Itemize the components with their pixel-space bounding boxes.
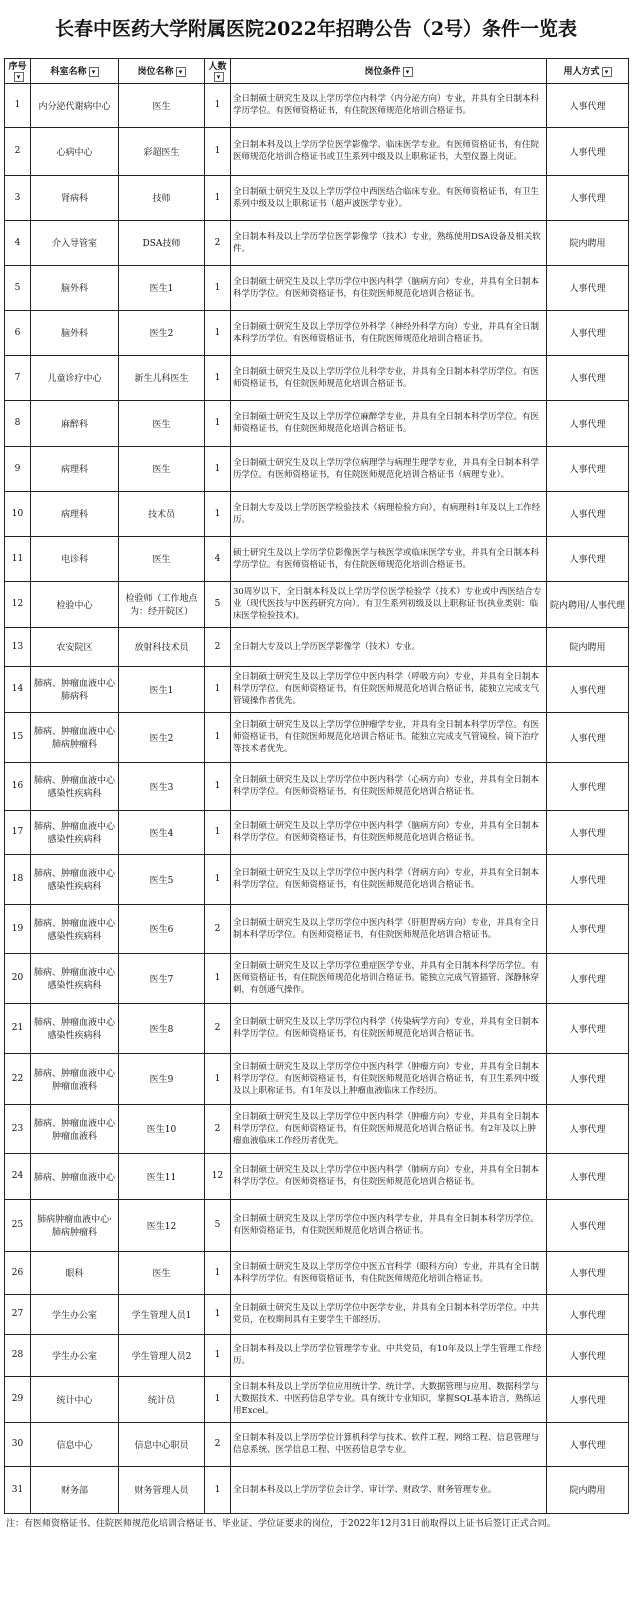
table-row bbox=[5, 762, 629, 810]
table-row bbox=[5, 1466, 629, 1513]
filter-dropdown-icon: ▾ bbox=[403, 67, 413, 77]
post-requirements: 全日制硕士研究生及以上学历学位中医内科学（肿瘤方向）专业，并具有全日制本科学历学位。有医师资格证书，有住院医师规范化培训合格证书，有卫生系列中级及以上职称证书。有1年及以上肿瘤血液临床工作经历。 bbox=[231, 1053, 547, 1104]
table-row bbox=[5, 1199, 629, 1251]
post-name: 医生 bbox=[119, 1251, 205, 1294]
headcount: 1 bbox=[205, 1294, 231, 1334]
employment-mode: 人事代理 bbox=[547, 536, 629, 581]
post-name: 学生管理人员2 bbox=[119, 1334, 205, 1376]
table-row bbox=[5, 581, 629, 627]
employment-mode: 院内聘用 bbox=[547, 1466, 629, 1513]
employment-mode: 人事代理 bbox=[547, 400, 629, 446]
table-row bbox=[5, 400, 629, 446]
post-requirements: 全日制硕士研究生及以上学历学位内科学（内分泌方向）专业，并具有全日制本科学历学位。有医师资格证书，有住院医师规范化培训合格证书。 bbox=[231, 83, 547, 127]
table-row bbox=[5, 1003, 629, 1053]
employment-mode: 人事代理 bbox=[547, 1422, 629, 1466]
table-row bbox=[5, 854, 629, 904]
headcount: 1 bbox=[205, 446, 231, 491]
header-post[interactable]: 岗位名称 ▾ bbox=[119, 59, 205, 84]
post-requirements: 全日制大专及以上学历医学检验技术（病理检验方向），有病理科1年及以上工作经历。 bbox=[231, 491, 547, 536]
row-number: 10 bbox=[5, 491, 31, 536]
headcount: 1 bbox=[205, 265, 231, 310]
table-row bbox=[5, 220, 629, 265]
department-name: 眼科 bbox=[31, 1251, 119, 1294]
table-row bbox=[5, 446, 629, 491]
row-number: 14 bbox=[5, 666, 31, 712]
row-number: 8 bbox=[5, 400, 31, 446]
employment-mode: 人事代理 bbox=[547, 1003, 629, 1053]
table-row bbox=[5, 536, 629, 581]
table-row bbox=[5, 810, 629, 854]
row-number: 21 bbox=[5, 1003, 31, 1053]
row-number: 5 bbox=[5, 265, 31, 310]
table-row bbox=[5, 83, 629, 127]
row-number: 18 bbox=[5, 854, 31, 904]
department-name: 肺病、肿瘤血液中心肿瘤血液科 bbox=[31, 1053, 119, 1104]
filter-dropdown-icon: ▾ bbox=[14, 72, 24, 82]
filter-dropdown-icon: ▾ bbox=[602, 67, 612, 77]
row-number: 17 bbox=[5, 810, 31, 854]
department-name: 肺病、肿瘤血液中心感染性疾病科 bbox=[31, 762, 119, 810]
department-name: 肺病、肿瘤血液中心感染性疾病科 bbox=[31, 953, 119, 1003]
headcount: 5 bbox=[205, 581, 231, 627]
post-requirements: 30周岁以下，全日制本科及以上学历学位医学检验学（技术）专业或中西医结合专业（现代医技与中医药研究方向）。有卫生系列初级及以上职称证书(执业类别：临床医学检验技术)。 bbox=[231, 581, 547, 627]
post-requirements: 硕士研究生及以上学历学位影像医学与核医学或临床医学专业，并具有全日制本科学历学位。有医师资格证书，有住院医师规范化培训合格证书。 bbox=[231, 536, 547, 581]
employment-mode: 人事代理 bbox=[547, 1199, 629, 1251]
post-name: 医生6 bbox=[119, 904, 205, 953]
employment-mode: 人事代理 bbox=[547, 1251, 629, 1294]
post-requirements: 全日制硕士研究生及以上学历学位中医内科学（肾病方向）专业，并具有全日制本科学历学位。有医师资格证书，有住院医师规范化培训合格证书。 bbox=[231, 854, 547, 904]
headcount: 1 bbox=[205, 762, 231, 810]
post-requirements: 全日制硕士研究生及以上学历学位中医内科学（肺病方向）专业，并具有全日制本科学历学位。有医师资格证书，有住院医师规范化培训合格证书。 bbox=[231, 1153, 547, 1199]
headcount: 1 bbox=[205, 127, 231, 175]
department-name: 肺病肿瘤血液中心·肺病肿瘤科 bbox=[31, 1199, 119, 1251]
employment-mode: 人事代理 bbox=[547, 1294, 629, 1334]
post-name: 医生 bbox=[119, 83, 205, 127]
row-number: 25 bbox=[5, 1199, 31, 1251]
row-number: 27 bbox=[5, 1294, 31, 1334]
department-name: 肺病、肿瘤血液中心肺病科 bbox=[31, 666, 119, 712]
filter-dropdown-icon: ▾ bbox=[176, 67, 186, 77]
headcount: 1 bbox=[205, 310, 231, 355]
table-row bbox=[5, 355, 629, 400]
row-number: 23 bbox=[5, 1104, 31, 1153]
headcount: 2 bbox=[205, 1422, 231, 1466]
headcount: 1 bbox=[205, 1376, 231, 1422]
post-requirements: 全日制硕士研究生及以上学历学位重症医学专业，并具有全日制本科学历学位。有医师资格证书，有住院医师规范化培训合格证书。能独立完成气管插管、深静脉穿刺，有创通气操作。 bbox=[231, 953, 547, 1003]
department-name: 肺病、肿瘤血液中心感染性疾病科 bbox=[31, 904, 119, 953]
department-name: 心病中心 bbox=[31, 127, 119, 175]
employment-mode: 人事代理 bbox=[547, 491, 629, 536]
employment-mode: 院内聘用 bbox=[547, 220, 629, 265]
post-name: 信息中心职员 bbox=[119, 1422, 205, 1466]
row-number: 24 bbox=[5, 1153, 31, 1199]
department-name: 农安院区 bbox=[31, 627, 119, 666]
department-name: 肺病、肿瘤血液中心感染性疾病科 bbox=[31, 810, 119, 854]
post-requirements: 全日制硕士研究生及以上学历学位中医内科学（肿瘤方向）专业，并具有全日制本科学历学位。有医师资格证书，有住院医师规范化培训合格证书。有2年及以上肿瘤血液临床工作经历者优先。 bbox=[231, 1104, 547, 1153]
headcount: 1 bbox=[205, 1334, 231, 1376]
employment-mode: 人事代理 bbox=[547, 904, 629, 953]
row-number: 28 bbox=[5, 1334, 31, 1376]
row-number: 3 bbox=[5, 175, 31, 220]
employment-mode: 人事代理 bbox=[547, 953, 629, 1003]
header-no[interactable]: 序号▾ bbox=[5, 59, 31, 84]
post-name: 检验师（工作地点为：经开院区） bbox=[119, 581, 205, 627]
table-row bbox=[5, 127, 629, 175]
post-name: 医生 bbox=[119, 536, 205, 581]
headcount: 1 bbox=[205, 1466, 231, 1513]
header-req[interactable]: 岗位条件 ▾ bbox=[231, 59, 547, 84]
post-requirements: 全日制本科及以上学历学位计算机科学与技术、软件工程、网络工程、信息管理与信息系统、医学信息工程、中医药信息学专业。 bbox=[231, 1422, 547, 1466]
row-number: 9 bbox=[5, 446, 31, 491]
row-number: 1 bbox=[5, 83, 31, 127]
post-requirements: 全日制硕士研究生及以上学历学位中医内科学（心病方向）专业，并具有全日制本科学历学位。有医师资格证书，有住院医师规范化培训合格证书。 bbox=[231, 762, 547, 810]
post-name: DSA技师 bbox=[119, 220, 205, 265]
post-name: 医生2 bbox=[119, 310, 205, 355]
table-row bbox=[5, 265, 629, 310]
post-requirements: 全日制硕士研究生及以上学历学位中医五官科学（眼科方向）专业，并具有全日制本科学历学位。有医师资格证书，有住院医师规范化培训合格证书。 bbox=[231, 1251, 547, 1294]
department-name: 肺病、肿瘤血液中心肿瘤血液科 bbox=[31, 1104, 119, 1153]
post-name: 医生1 bbox=[119, 265, 205, 310]
post-name: 医生8 bbox=[119, 1003, 205, 1053]
headcount: 1 bbox=[205, 854, 231, 904]
table-row bbox=[5, 1294, 629, 1334]
headcount: 1 bbox=[205, 1053, 231, 1104]
department-name: 脑外科 bbox=[31, 310, 119, 355]
department-name: 病理科 bbox=[31, 491, 119, 536]
employment-mode: 人事代理 bbox=[547, 446, 629, 491]
header-mode[interactable]: 用人方式 ▾ bbox=[547, 59, 629, 84]
post-name: 医生12 bbox=[119, 1199, 205, 1251]
post-name: 医生7 bbox=[119, 953, 205, 1003]
department-name: 电诊科 bbox=[31, 536, 119, 581]
post-name: 医生9 bbox=[119, 1053, 205, 1104]
employment-mode: 人事代理 bbox=[547, 1334, 629, 1376]
row-number: 20 bbox=[5, 953, 31, 1003]
headcount: 1 bbox=[205, 666, 231, 712]
department-name: 肺病、肿瘤血液中心 bbox=[31, 1153, 119, 1199]
row-number: 7 bbox=[5, 355, 31, 400]
post-name: 统计员 bbox=[119, 1376, 205, 1422]
employment-mode: 人事代理 bbox=[547, 712, 629, 762]
post-name: 技师 bbox=[119, 175, 205, 220]
post-requirements: 全日制硕士研究生及以上学历学位儿科学专业，并具有全日制本科学历学位。有医师资格证书，有住院医师规范化培训合格证书。 bbox=[231, 355, 547, 400]
post-requirements: 全日制本科及以上学历学位管理学专业。中共党员，有10年及以上学生管理工作经历。 bbox=[231, 1334, 547, 1376]
employment-mode: 人事代理 bbox=[547, 83, 629, 127]
department-name: 肾病科 bbox=[31, 175, 119, 220]
row-number: 15 bbox=[5, 712, 31, 762]
row-number: 11 bbox=[5, 536, 31, 581]
table-row bbox=[5, 1104, 629, 1153]
employment-mode: 人事代理 bbox=[547, 762, 629, 810]
table-body bbox=[5, 83, 629, 1513]
post-requirements: 全日制硕士研究生及以上学历学位中医内科学专业，并具有全日制本科学历学位。有医师资格证书，有住院医师规范化培训合格证书。 bbox=[231, 1199, 547, 1251]
headcount: 2 bbox=[205, 904, 231, 953]
department-name: 检验中心 bbox=[31, 581, 119, 627]
department-name: 介入导管室 bbox=[31, 220, 119, 265]
employment-mode: 人事代理 bbox=[547, 265, 629, 310]
department-name: 统计中心 bbox=[31, 1376, 119, 1422]
post-requirements: 全日制硕士研究生及以上学历学位外科学（神经外科学方向）专业，并具有全日制本科学历学位。有医师资格证书，有住院医师规范化培训合格证书。 bbox=[231, 310, 547, 355]
post-name: 医生3 bbox=[119, 762, 205, 810]
row-number: 19 bbox=[5, 904, 31, 953]
post-requirements: 全日制硕士研究生及以上学历学位麻醉学专业，并具有全日制本科学历学位。有医师资格证书，有住院医师规范化培训合格证书。 bbox=[231, 400, 547, 446]
headcount: 2 bbox=[205, 220, 231, 265]
employment-mode: 人事代理 bbox=[547, 175, 629, 220]
employment-mode: 人事代理 bbox=[547, 1104, 629, 1153]
headcount: 1 bbox=[205, 712, 231, 762]
headcount: 1 bbox=[205, 175, 231, 220]
row-number: 26 bbox=[5, 1251, 31, 1294]
table-row bbox=[5, 712, 629, 762]
table-row bbox=[5, 627, 629, 666]
employment-mode: 人事代理 bbox=[547, 310, 629, 355]
table-row bbox=[5, 953, 629, 1003]
post-requirements: 全日制本科及以上学历学位医学影像学、临床医学专业。有医师资格证书，有住院医师规范化培训合格证书或卫生系列中级及以上职称证书，大型仪器上岗证。 bbox=[231, 127, 547, 175]
department-name: 肺病、肿瘤血液中心肺病肿瘤科 bbox=[31, 712, 119, 762]
post-name: 医生 bbox=[119, 400, 205, 446]
department-name: 学生办公室 bbox=[31, 1334, 119, 1376]
header-num[interactable]: 人数▾ bbox=[205, 59, 231, 84]
employment-mode: 人事代理 bbox=[547, 1053, 629, 1104]
department-name: 病理科 bbox=[31, 446, 119, 491]
employment-mode: 人事代理 bbox=[547, 810, 629, 854]
department-name: 麻醉科 bbox=[31, 400, 119, 446]
row-number: 16 bbox=[5, 762, 31, 810]
department-name: 肺病、肿瘤血液中心感染性疾病科 bbox=[31, 854, 119, 904]
department-name: 脑外科 bbox=[31, 265, 119, 310]
footnote: 注：有医师资格证书、住院医师规范化培训合格证书、毕业证、学位证要求的岗位，于2022年12月31日前取得以上证书后签订正式合同。 bbox=[6, 1518, 556, 1529]
department-name: 财务部 bbox=[31, 1466, 119, 1513]
employment-mode: 院内聘用 bbox=[547, 627, 629, 666]
headcount: 2 bbox=[205, 1104, 231, 1153]
post-requirements: 全日制硕士研究生及以上学历学位病理学与病理生理学专业，并具有全日制本科学历学位。有医师资格证书，有住院医师规范化培训合格证书（病理专业）。 bbox=[231, 446, 547, 491]
row-number: 22 bbox=[5, 1053, 31, 1104]
employment-mode: 院内聘用/人事代理 bbox=[547, 581, 629, 627]
post-requirements: 全日制本科及以上学历学位应用统计学、统计学、大数据管理与应用、数据科学与大数据技术、中医药信息学专业。具有统计专业知识，掌握SQL基本语言，熟练运用Excel。 bbox=[231, 1376, 547, 1422]
post-requirements: 全日制大专及以上学历医学影像学（技术）专业。 bbox=[231, 627, 547, 666]
table-row bbox=[5, 1334, 629, 1376]
table-row bbox=[5, 310, 629, 355]
post-name: 放射科技术员 bbox=[119, 627, 205, 666]
header-dept[interactable]: 科室名称 ▾ bbox=[31, 59, 119, 84]
headcount: 5 bbox=[205, 1199, 231, 1251]
post-requirements: 全日制硕士研究生及以上学历学位中医学专业，并具有全日制本科学历学位。中共党员，在校期间具有主要学生干部经历。 bbox=[231, 1294, 547, 1334]
post-name: 新生儿科医生 bbox=[119, 355, 205, 400]
post-name: 技术员 bbox=[119, 491, 205, 536]
table-header-row bbox=[5, 59, 629, 84]
post-requirements: 全日制本科及以上学历学位医学影像学（技术）专业，熟练使用DSA设备及相关软件。 bbox=[231, 220, 547, 265]
post-requirements: 全日制硕士研究生及以上学历学位中医内科学（呼吸方向）专业，并具有全日制本科学历学位。有医师资格证书，有住院医师规范化培训合格证书，能独立完成支气管镜操作者优先。 bbox=[231, 666, 547, 712]
headcount: 2 bbox=[205, 627, 231, 666]
recruitment-table bbox=[4, 58, 629, 1514]
post-name: 医生4 bbox=[119, 810, 205, 854]
headcount: 1 bbox=[205, 491, 231, 536]
page-title: 长春中医药大学附属医院2022年招聘公告（2号）条件一览表 bbox=[54, 18, 578, 40]
post-requirements: 全日制本科及以上学历学位会计学、审计学、财政学、财务管理专业。 bbox=[231, 1466, 547, 1513]
employment-mode: 人事代理 bbox=[547, 666, 629, 712]
department-name: 儿童诊疗中心 bbox=[31, 355, 119, 400]
post-requirements: 全日制硕士研究生及以上学历学位内科学（传染病学方向）专业，并具有全日制本科学历学位。有医师资格证书，有住院医师规范化培训合格证书。 bbox=[231, 1003, 547, 1053]
row-number: 31 bbox=[5, 1466, 31, 1513]
headcount: 12 bbox=[205, 1153, 231, 1199]
headcount: 4 bbox=[205, 536, 231, 581]
department-name: 信息中心 bbox=[31, 1422, 119, 1466]
table-row bbox=[5, 491, 629, 536]
employment-mode: 人事代理 bbox=[547, 854, 629, 904]
table-row bbox=[5, 1153, 629, 1199]
table-row bbox=[5, 1376, 629, 1422]
row-number: 4 bbox=[5, 220, 31, 265]
headcount: 2 bbox=[205, 1003, 231, 1053]
post-requirements: 全日制硕士研究生及以上学历学位中医内科学（脑病方向）专业，并具有全日制本科学历学位。有医师资格证书，有住院医师规范化培训合格证书。 bbox=[231, 810, 547, 854]
headcount: 1 bbox=[205, 810, 231, 854]
post-requirements: 全日制硕士研究生及以上学历学位中医内科学（肝胆胃病方向）专业，并具有全日制本科学历学位。有医师资格证书，有住院医师规范化培训合格证书。 bbox=[231, 904, 547, 953]
department-name: 肺病、肿瘤血液中心感染性疾病科 bbox=[31, 1003, 119, 1053]
table-row bbox=[5, 1422, 629, 1466]
employment-mode: 人事代理 bbox=[547, 355, 629, 400]
row-number: 2 bbox=[5, 127, 31, 175]
employment-mode: 人事代理 bbox=[547, 127, 629, 175]
post-requirements: 全日制硕士研究生及以上学历学位肿瘤学专业，并具有全日制本科学历学位。有医师资格证书，有住院医师规范化培训合格证书。能独立完成支气管镜检、镜下治疗等技术者优先。 bbox=[231, 712, 547, 762]
filter-dropdown-icon: ▾ bbox=[89, 67, 99, 77]
table-row bbox=[5, 904, 629, 953]
post-requirements: 全日制硕士研究生及以上学历学位中西医结合临床专业。有医师资格证书，有卫生系列中级及以上职称证书（超声波医学专业）。 bbox=[231, 175, 547, 220]
department-name: 内分泌代谢病中心 bbox=[31, 83, 119, 127]
row-number: 6 bbox=[5, 310, 31, 355]
table-row bbox=[5, 175, 629, 220]
post-name: 医生11 bbox=[119, 1153, 205, 1199]
post-name: 医生5 bbox=[119, 854, 205, 904]
table-row bbox=[5, 1251, 629, 1294]
row-number: 13 bbox=[5, 627, 31, 666]
post-requirements: 全日制硕士研究生及以上学历学位中医内科学（脑病方向）专业，并具有全日制本科学历学位。有医师资格证书，有住院医师规范化培训合格证书。 bbox=[231, 265, 547, 310]
post-name: 医生10 bbox=[119, 1104, 205, 1153]
headcount: 1 bbox=[205, 1251, 231, 1294]
post-name: 医生2 bbox=[119, 712, 205, 762]
headcount: 1 bbox=[205, 400, 231, 446]
post-name: 医生1 bbox=[119, 666, 205, 712]
post-name: 彩超医生 bbox=[119, 127, 205, 175]
post-name: 学生管理人员1 bbox=[119, 1294, 205, 1334]
post-name: 医生 bbox=[119, 446, 205, 491]
filter-dropdown-icon: ▾ bbox=[214, 72, 224, 82]
department-name: 学生办公室 bbox=[31, 1294, 119, 1334]
table-row bbox=[5, 1053, 629, 1104]
employment-mode: 人事代理 bbox=[547, 1376, 629, 1422]
row-number: 29 bbox=[5, 1376, 31, 1422]
post-name: 财务管理人员 bbox=[119, 1466, 205, 1513]
headcount: 1 bbox=[205, 83, 231, 127]
row-number: 12 bbox=[5, 581, 31, 627]
table-row bbox=[5, 666, 629, 712]
headcount: 1 bbox=[205, 953, 231, 1003]
headcount: 1 bbox=[205, 355, 231, 400]
employment-mode: 人事代理 bbox=[547, 1153, 629, 1199]
row-number: 30 bbox=[5, 1422, 31, 1466]
